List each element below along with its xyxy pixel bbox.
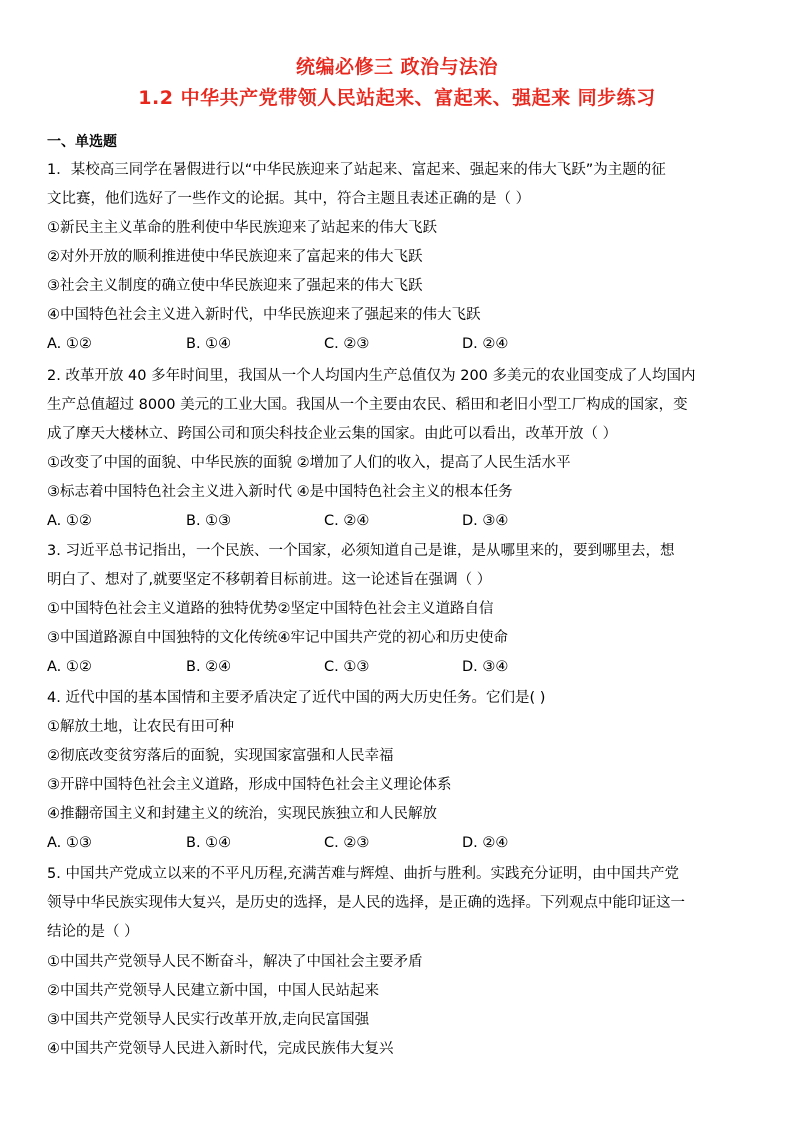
question-3-stem-line: 3. 习近平总书记指出，一个民族、一个国家，必须知道自己是谁，是从哪里来的，要到哪里去，想: [47, 543, 675, 559]
question-2-item: ①改变了中国的面貌、中华民族的面貌 ②增加了人们的收入，提高了人民生活水平: [47, 455, 571, 471]
option-d[interactable]: D. ②④: [462, 835, 509, 851]
option-c[interactable]: C. ①③: [324, 659, 370, 675]
question-1-item: ①新民主主义革命的胜利使中华民族迎来了站起来的伟大飞跃: [47, 220, 437, 236]
section-heading: 一、单选题: [47, 134, 117, 150]
question-3-item: ③中国道路源自中国独特的文化传统④牢记中国共产党的初心和历史使命: [47, 630, 508, 646]
option-b[interactable]: B. ①④: [186, 336, 232, 352]
document-title: 统编必修三 政治与法治: [295, 56, 499, 78]
question-5-item: ③中国共产党领导人民实行改革开放,走向民富国强: [47, 1012, 370, 1028]
question-1-item: ②对外开放的顺利推进使中华民族迎来了富起来的伟大飞跃: [47, 249, 423, 265]
question-4-item: ①解放土地，让农民有田可种: [47, 719, 234, 735]
question-3-item: ①中国特色社会主义道路的独特优势②坚定中国特色社会主义道路自信: [47, 601, 494, 617]
question-2-stem-line: 成了摩天大楼林立、跨国公司和顶尖科技企业云集的国家。由此可以看出，改革开放（ ）: [47, 426, 618, 442]
question-1-item: ④中国特色社会主义进入新时代，中华民族迎来了强起来的伟大飞跃: [47, 307, 481, 323]
question-2-stem-line: 2. 改革开放 40 多年时间里，我国从一个人均国内生产总值仅为 200 多美元的农业国变成了人均国内: [47, 368, 696, 384]
document-subtitle: 1.2 中华共产党带领人民站起来、富起来、强起来 同步练习: [138, 87, 656, 109]
question-4-item: ③开辟中国特色社会主义道路，形成中国特色社会主义理论体系: [47, 777, 452, 793]
question-5-item: ④中国共产党领导人民进入新时代，完成民族伟大复兴: [47, 1041, 394, 1057]
question-4-stem-line: 4. 近代中国的基本国情和主要矛盾决定了近代中国的两大历史任务。它们是( ): [47, 690, 546, 706]
option-b[interactable]: B. ①④: [186, 835, 232, 851]
option-a[interactable]: A. ①②: [47, 336, 92, 352]
question-4-item: ④推翻帝国主义和封建主义的统治，实现民族独立和人民解放: [47, 806, 437, 822]
option-a[interactable]: A. ①②: [47, 659, 92, 675]
question-3-stem-line: 明白了、想对了,就要坚定不移朝着目标前进。这一论述旨在强调（ ）: [47, 572, 492, 588]
option-a[interactable]: A. ①③: [47, 835, 92, 851]
option-d[interactable]: D. ②④: [462, 336, 509, 352]
option-c[interactable]: C. ②④: [324, 513, 370, 529]
option-a[interactable]: A. ①②: [47, 513, 92, 529]
question-5-item: ①中国共产党领导人民不断奋斗，解决了中国社会主要矛盾: [47, 954, 423, 970]
question-1-item: ③社会主义制度的确立使中华民族迎来了强起来的伟大飞跃: [47, 278, 423, 294]
option-b[interactable]: B. ②④: [186, 659, 232, 675]
option-d[interactable]: D. ③④: [462, 513, 509, 529]
question-2-item: ③标志着中国特色社会主义进入新时代 ④是中国特色社会主义的根本任务: [47, 484, 513, 500]
option-d[interactable]: D. ③④: [462, 659, 509, 675]
question-1-stem-line: 1．某校高三同学在暑假进行以“中华民族迎来了站起来、富起来、强起来的伟大飞跃”为主题的征: [47, 162, 666, 178]
option-b[interactable]: B. ①③: [186, 513, 232, 529]
question-5-stem-line: 5. 中国共产党成立以来的不平凡历程,充满苦难与辉煌、曲折与胜利。实践充分证明，由中国共产党: [47, 866, 680, 882]
question-5-item: ②中国共产党领导人民建立新中国，中国人民站起来: [47, 983, 379, 999]
option-c[interactable]: C. ②③: [324, 336, 370, 352]
option-c[interactable]: C. ②③: [324, 835, 370, 851]
question-5-stem-line: 领导中华民族实现伟大复兴，是历史的选择，是人民的选择，是正确的选择。下列观点中能印证这一: [47, 895, 685, 911]
question-4-item: ②彻底改变贫穷落后的面貌，实现国家富强和人民幸福: [47, 748, 394, 764]
question-2-stem-line: 生产总值超过 8000 美元的工业大国。我国从一个主要由农民、稻田和老旧小型工厂构成的国家，变: [47, 397, 688, 413]
question-1-stem-line: 文比赛，他们选好了一些作文的论据。其中，符合主题且表述正确的是（ ）: [47, 191, 531, 207]
question-5-stem-line: 结论的是（ ）: [47, 924, 139, 940]
